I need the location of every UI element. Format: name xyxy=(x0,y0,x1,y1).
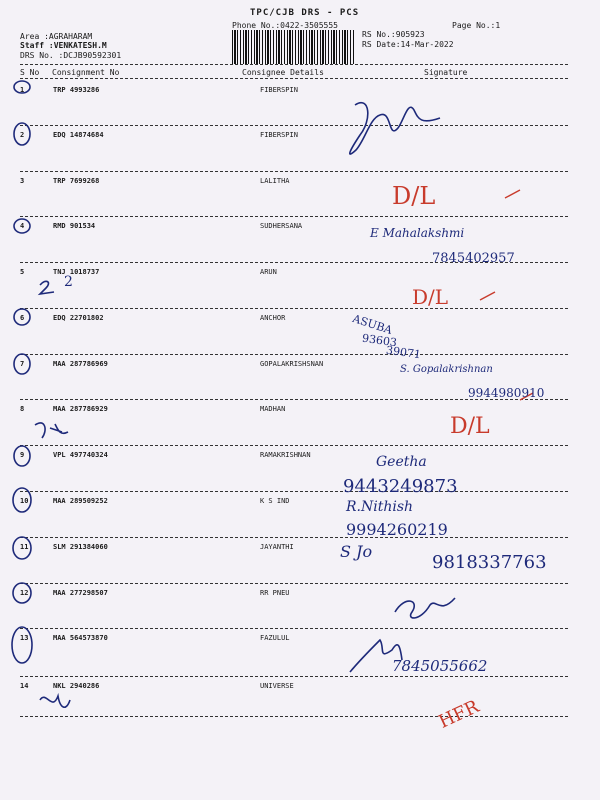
handwritten-dl-row5: D/L xyxy=(412,285,449,309)
row-consignee: FAZULUL xyxy=(260,634,290,642)
row-sno: 5 xyxy=(20,268,25,276)
row-sno: 2 xyxy=(20,131,25,139)
row-consignee: MADHAN xyxy=(260,405,286,413)
row-consignment: TRP 4993286 xyxy=(53,86,100,94)
row-consignment: MAA 277298507 xyxy=(53,589,108,597)
handwritten-name-row7: S. Gopalakrishnan xyxy=(400,364,493,375)
row-circle xyxy=(14,446,30,466)
row-sno: 14 xyxy=(20,682,29,690)
row-circle xyxy=(12,627,32,663)
row-sno: 11 xyxy=(20,543,29,551)
row-consignment: MAA 564573870 xyxy=(53,634,108,642)
row-consignee: LALITHA xyxy=(260,177,290,185)
row-sno: 1 xyxy=(20,86,25,94)
column-consignment: Consignment No xyxy=(52,68,120,77)
staff-label: Staff :VENKATESH.M xyxy=(20,41,107,50)
row-consignment: MAA 287786969 xyxy=(53,360,108,368)
signature-row14 xyxy=(40,696,70,707)
document-title: TPC/CJB DRS - PCS xyxy=(250,8,360,18)
row-consignee: SUDHERSANA xyxy=(260,222,303,230)
row-consignee: FIBERSPIN xyxy=(260,86,298,94)
area-label: Area :AGRAHARAM xyxy=(20,32,93,41)
row-circle xyxy=(14,123,30,145)
handwritten-dl-row3: D/L xyxy=(392,182,436,210)
handwritten-phone-row11: 9818337763 xyxy=(432,552,547,573)
column-sno: S No xyxy=(20,68,40,77)
row-sno: 13 xyxy=(20,634,29,642)
row-consignment: MAA 289509252 xyxy=(53,497,108,505)
phone-number: Phone No.:0422-3505555 xyxy=(232,21,338,30)
handwritten-name-row6: ASUBA xyxy=(350,312,394,337)
row-consignee: K S IND xyxy=(260,497,290,505)
signature-row8 xyxy=(35,423,68,438)
drs-number: DRS No. :DCJB90592301 xyxy=(20,51,122,60)
row-circle xyxy=(13,488,31,512)
handwritten-num-row6a: 93603 xyxy=(361,331,398,350)
row-consignment: MAA 287786929 xyxy=(53,405,108,413)
handwritten-dl-row8: D/L xyxy=(450,414,490,439)
row-consignment: NKL 2940286 xyxy=(53,682,100,690)
page-number: Page No.:1 xyxy=(452,21,501,30)
row-circle xyxy=(14,354,30,374)
handwritten-num-row6b: 39071 xyxy=(385,343,422,362)
row-consignee: UNIVERSE xyxy=(260,682,294,690)
row-circle xyxy=(14,81,30,93)
handwritten-name-row11: S Jo xyxy=(340,542,373,561)
row-consignee: FIBERSPIN xyxy=(260,131,298,139)
row-sno: 8 xyxy=(20,405,25,413)
row-sno: 3 xyxy=(20,177,25,185)
row-consignment: EDQ 14874684 xyxy=(53,131,104,139)
row-consignee: ANCHOR xyxy=(260,314,286,322)
handwritten-phone-row7: 9944980910 xyxy=(468,386,545,400)
row-sno: 6 xyxy=(20,314,25,322)
row-consignee: RAMAKRISHNAN xyxy=(260,451,311,459)
row-consignment: SLM 291384060 xyxy=(53,543,108,551)
red-tick xyxy=(505,190,520,198)
row-sno: 7 xyxy=(20,360,25,368)
row-circle xyxy=(14,309,30,325)
handwritten-name-row4: E Mahalakshmi xyxy=(370,226,465,240)
rs-date: RS Date:14-Mar-2022 xyxy=(362,40,454,49)
row-consignment: TRP 7699268 xyxy=(53,177,100,185)
column-consignee: Consignee Details xyxy=(242,68,324,77)
handwritten-name-row9: Geetha xyxy=(376,454,427,470)
row-consignee: ARUN xyxy=(260,268,277,276)
red-tick xyxy=(480,292,495,300)
handwritten-name-row10: R.Nithish xyxy=(346,499,414,515)
row-sno: 10 xyxy=(20,497,29,505)
row-consignment: RMD 901534 xyxy=(53,222,96,230)
row-sno: 4 xyxy=(20,222,25,230)
row-circle xyxy=(14,219,30,233)
row-sno: 12 xyxy=(20,589,29,597)
row-consignment: VPL 497740324 xyxy=(53,451,108,459)
row-consignment: TNJ 1018737 xyxy=(53,268,100,276)
row-circle xyxy=(13,583,31,603)
signature-row12 xyxy=(395,598,455,618)
handwritten-phone-row10: 9994260219 xyxy=(346,520,448,539)
handwritten-mark-row14: HFR xyxy=(435,696,483,733)
row-sno: 9 xyxy=(20,451,25,459)
row-consignee: GOPALAKRISHSNAN xyxy=(260,360,324,368)
rs-number: RS No.:905923 xyxy=(362,30,425,39)
mark-row5 xyxy=(40,281,54,294)
row-consignment: EDQ 22701802 xyxy=(53,314,104,322)
row-consignee: RR PNEU xyxy=(260,589,290,597)
handwritten-phone-row4: 7845402957 xyxy=(432,251,515,266)
handwritten-phone-row9: 9443249873 xyxy=(343,476,458,497)
row-consignee: JAYANTHI xyxy=(260,543,294,551)
signature-row1 xyxy=(350,103,440,154)
column-signature: Signature xyxy=(424,68,468,77)
handwritten-phone-row13: 7845055662 xyxy=(392,657,488,675)
handwritten-note-row5: 2 xyxy=(64,274,73,290)
row-circle xyxy=(13,537,31,559)
